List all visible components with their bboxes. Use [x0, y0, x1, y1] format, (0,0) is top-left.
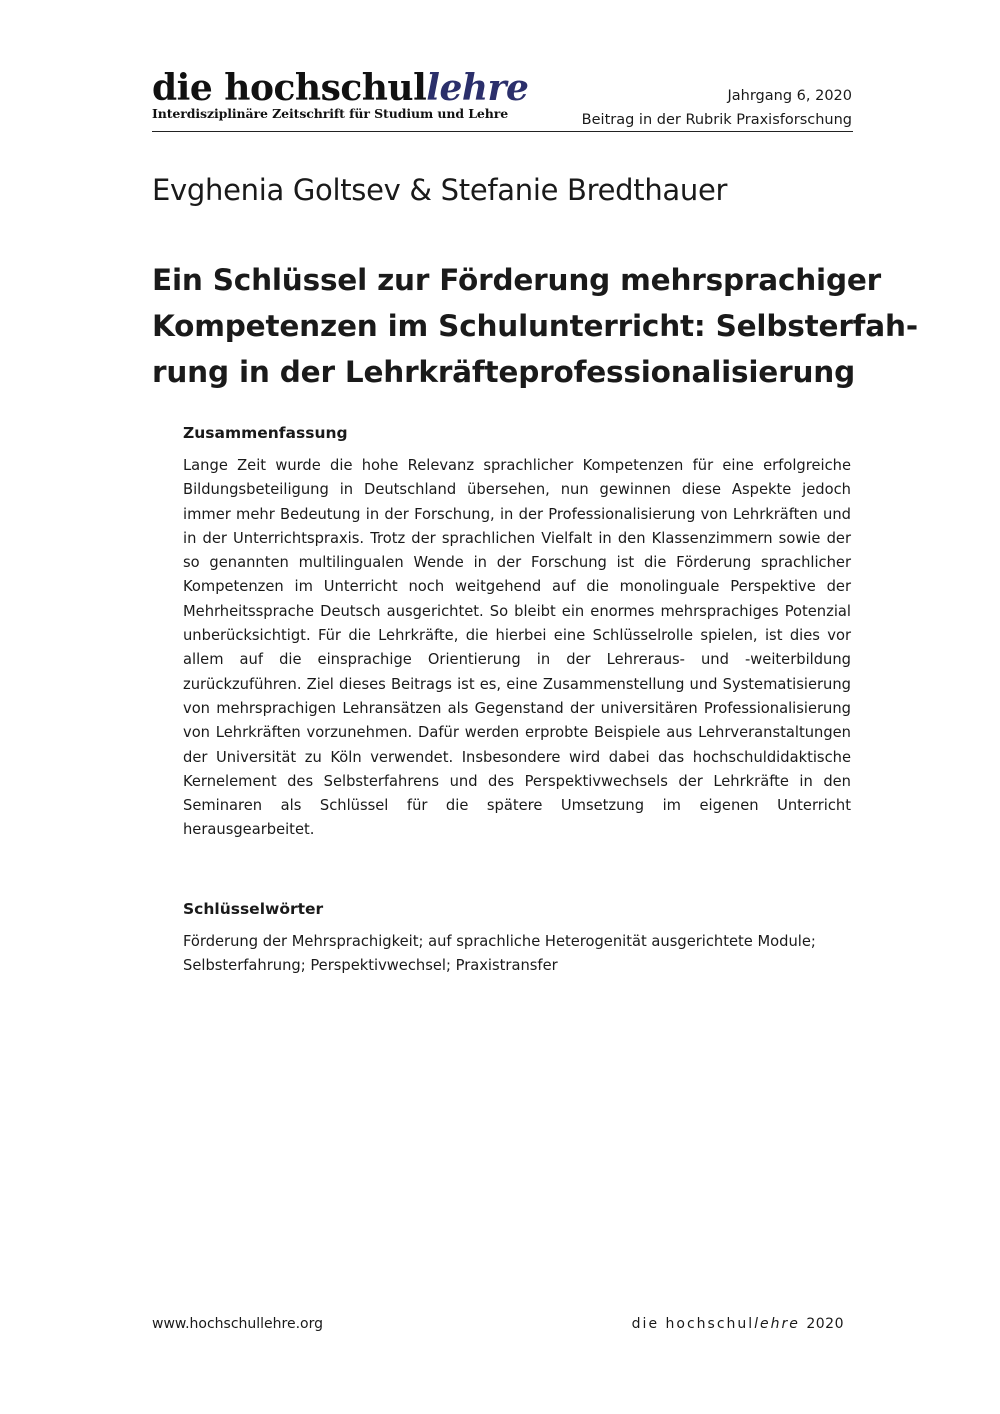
footer-journal [632, 1316, 844, 1332]
journal-wordmark [152, 67, 529, 109]
wordmark-prefix: die hochschul [152, 67, 427, 109]
footer-year: 2020 [806, 1316, 844, 1332]
keywords-line: Selbsterfahrung; Perspektivwechsel; Praxistransfer [183, 957, 558, 975]
article-title [152, 257, 918, 395]
abstract-heading: Zusammenfassung [183, 424, 348, 442]
title-line: Kompetenzen im Schulunterricht: Selbsterfah- [152, 309, 918, 343]
header-meta [582, 84, 852, 132]
title-line: rung in der Lehrkräfteprofessionalisierung [152, 355, 855, 389]
keywords-text [183, 930, 863, 979]
volume-info: Jahrgang 6, 2020 [727, 88, 852, 104]
footer-url[interactable]: www.hochschullehre.org [152, 1316, 324, 1332]
keywords-section [183, 898, 863, 979]
footer-journal-prefix: die hochschul [631, 1316, 755, 1332]
keywords-line: Förderung der Mehrsprachigkeit; auf sprachliche Heterogenität ausgerichtete Module; [183, 933, 816, 950]
journal-logo [152, 67, 529, 121]
wordmark-suffix: lehre [426, 67, 529, 109]
journal-subtitle: Interdisziplinäre Zeitschrift für Studium und Lehre [152, 106, 509, 121]
keywords-heading: Schlüsselwörter [183, 900, 324, 918]
title-line: Ein Schlüssel zur Förderung mehrsprachiger [152, 263, 882, 297]
abstract-section [183, 422, 851, 843]
article-authors: Evghenia Goltsev & Stefanie Bredthauer [152, 173, 728, 207]
rubric-info: Beitrag in der Rubrik Praxisforschung [581, 112, 852, 128]
abstract-text: Lange Zeit wurde die hohe Relevanz sprachlicher Kompetenzen für eine erfolgreiche Bildungsbeteiligung in Deutschland übersehen, nun gewinnen diese Aspekte jedoch immer mehr Bedeutung in der Forschung, in der Professionalisierung von Lehrkräften und in der Unterrichtspraxis. Trotz der sprachlichen Vielfalt in den Klassenzimmern sowie der so genannten multilingualen Wende in der Forschung ist die Förderung sprachlicher Kompetenzen im Unterricht noch weitgehend auf die monolinguale Perspektive der Mehrheitssprache Deutsch ausgerichtet. So bleibt ein enormes mehrsprachiges Potenzial unberücksichtigt. Für die Lehrkräfte, die hierbei eine Schlüsselrolle spielen, ist dies vor allem auf die einsprachige Orientierung in der Lehreraus- und -weiterbildung zurückzuführen. Ziel dieses Beitrags ist es, eine Zusammenstellung und Systematisierung von mehrsprachigen Lehransätzen als Gegenstand der universitären Professionalisierung von Lehrkräften vorzunehmen. Dafür werden erprobte Beispiele aus Lehrveranstaltungen der Universität zu Köln verwendet. Insbesondere wird dabei das hochschuldidaktische Kernelement des Selbsterfahrens und des Perspektivwechsels der Lehrkräfte in den Seminaren als Schlüssel für die spätere Umsetzung im eigenen Unterricht herausgearbeitet. [183, 457, 851, 839]
footer-journal-suffix: lehre [754, 1316, 800, 1332]
header-divider [152, 131, 853, 132]
